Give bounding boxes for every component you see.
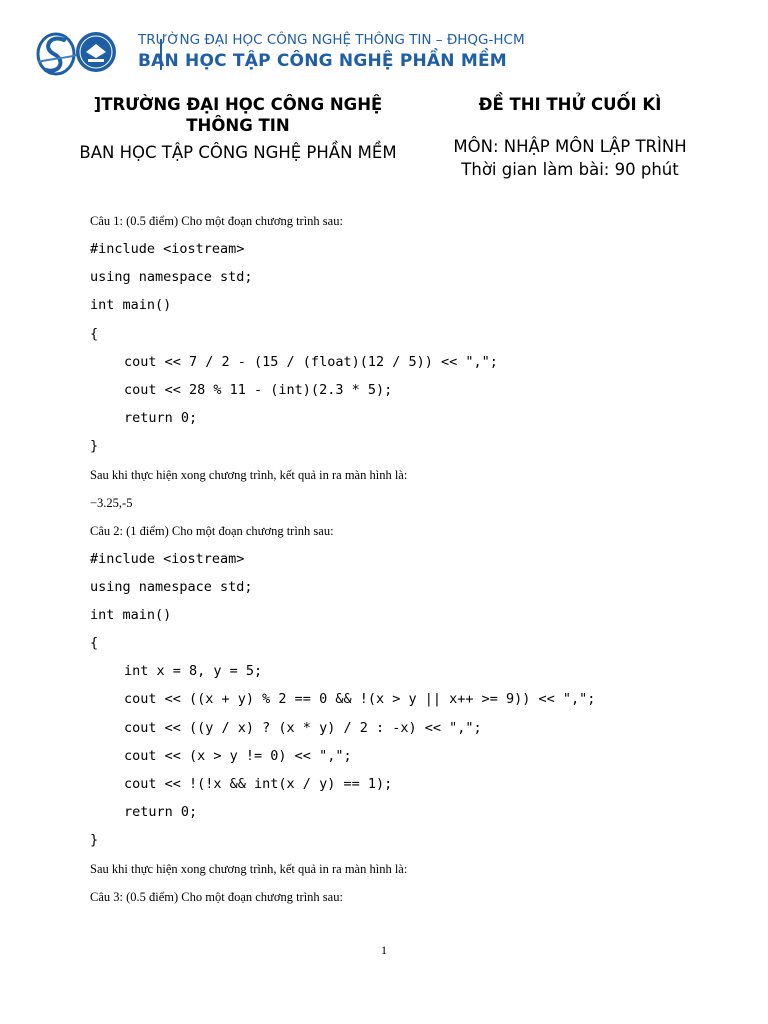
code-line: cout << ((x + y) % 2 == 0 && !(x > y || x++ >= 9)) << ","; [124, 691, 596, 708]
code-line: { [90, 325, 99, 342]
code-line: #include <iostream> [90, 241, 245, 257]
code-line: return 0; [124, 804, 198, 821]
question-2-result-prompt: Sau khi thực hiện xong chương trình, kết quả in ra màn hình là: [90, 861, 408, 876]
code-line: int x = 8, y = 5; [124, 663, 263, 680]
code-line: using namespace std; [90, 578, 253, 595]
exam-subject: MÔN: NHẬP MÔN LẬP TRÌNH [453, 137, 687, 156]
code-line: cout << (x > y != 0) << ","; [124, 747, 352, 764]
code-line: cout << 7 / 2 - (15 / (float)(12 / 5)) << ","; [124, 353, 498, 370]
code-line: return 0; [124, 410, 198, 427]
code-line: } [90, 832, 99, 849]
code-line: int main() [90, 297, 172, 314]
board-name: BAN HỌC TẬP CÔNG NGHỆ PHẦN MỀM [79, 143, 397, 162]
question-3-prompt: Câu 3: (0.5 điểm) Cho một đoạn chương trình sau: [90, 889, 343, 904]
exam-body [90, 207, 730, 911]
code-line: cout << !(!x && int(x / y) == 1); [124, 776, 393, 792]
school-name: ]TRƯỜNG ĐẠI HỌC CÔNG NGHỆ THÔNG TIN [93, 95, 383, 135]
exam-duration: Thời gian làm bài: 90 phút [461, 160, 679, 179]
code-line: using namespace std; [90, 269, 253, 286]
code-line: #include <iostream> [90, 550, 245, 567]
question-1-prompt: Câu 1: (0.5 điểm) Cho một đoạn chương trình sau: [90, 214, 343, 228]
exam-title: ĐỀ THI THỬ CUỐI KÌ [478, 95, 662, 114]
code-line: } [90, 438, 99, 455]
header-right [430, 94, 710, 182]
university-logo [34, 28, 122, 80]
question-2-prompt: Câu 2: (1 điểm) Cho một đoạn chương trình sau: [90, 523, 334, 538]
code-line: cout << ((y / x) ? (x * y) / 2 : -x) << ","; [124, 719, 482, 736]
question-1-result-prompt: Sau khi thực hiện xong chương trình, kết quả in ra màn hình là: [90, 467, 408, 482]
code-line: int main() [90, 606, 172, 623]
page-number: 1 [381, 943, 387, 957]
question-1-answer: −3.25,-5 [90, 495, 133, 510]
letterhead [34, 28, 734, 84]
header-left [60, 94, 416, 164]
code-line: cout << 28 % 11 - (int)(2.3 * 5); [124, 381, 393, 398]
letterhead-board: BAN HỌC TẬP CÔNG NGHỆ PHẦN MỀM [138, 51, 507, 71]
code-line: { [90, 635, 99, 652]
letterhead-university: TRƯỜNG ĐẠI HỌC CÔNG NGHỆ THÔNG TIN – ĐHQG-HCM [138, 32, 525, 48]
